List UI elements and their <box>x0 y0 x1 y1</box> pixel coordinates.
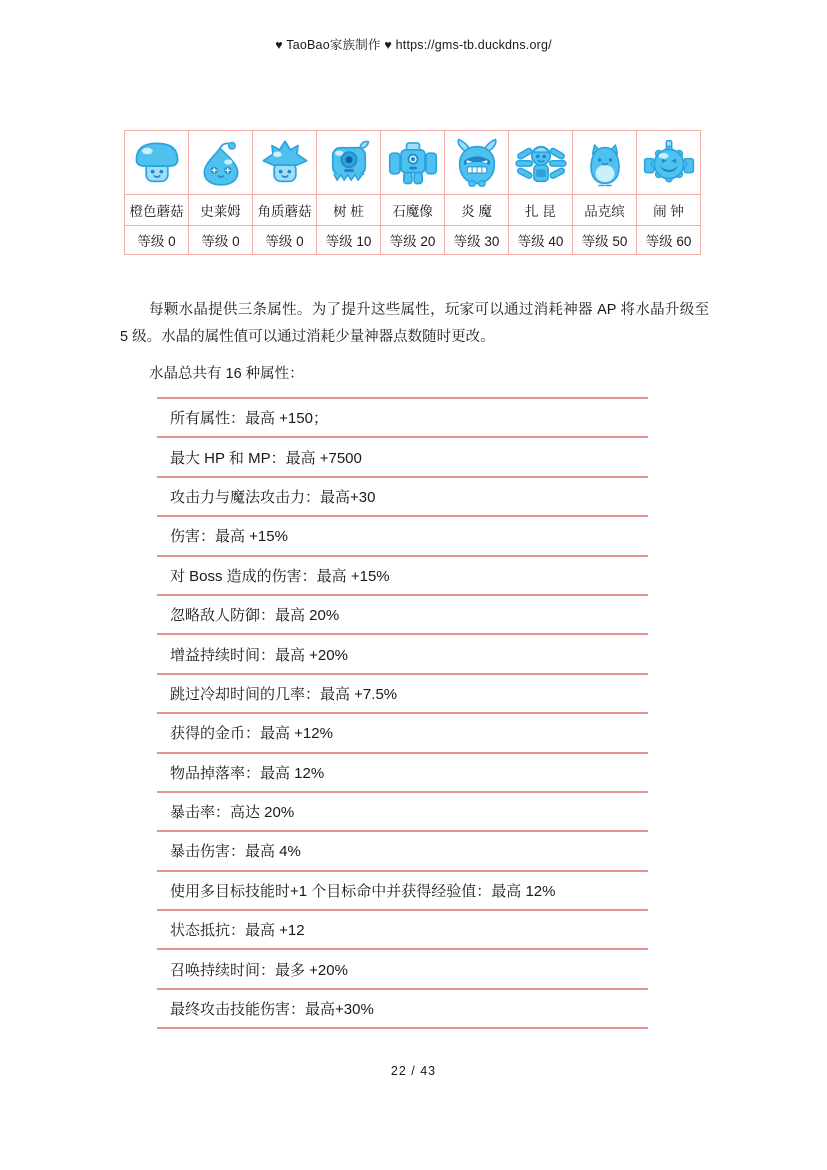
attribute-text: 召唤持续时间：最多 +20% <box>170 961 348 979</box>
monster-name: 炎 魔 <box>445 195 509 226</box>
attribute-row <box>157 436 648 475</box>
monster-name: 品克缤 <box>573 195 637 226</box>
attribute-text: 忽略敌人防御：最高 20% <box>170 607 340 625</box>
monster-name: 扎 昆 <box>509 195 573 226</box>
monster-level: 等级 30 <box>445 226 509 255</box>
monster-table <box>124 130 701 255</box>
monster-name: 角质蘑菇 <box>253 195 317 226</box>
monster-level: 等级 60 <box>637 226 701 255</box>
monster-icon-cell <box>445 131 509 195</box>
list-intro-paragraph: 水晶总共有 16 种属性： <box>149 366 304 382</box>
monster-level: 等级 10 <box>317 226 381 255</box>
alarm-clock-icon <box>642 138 696 190</box>
intro-paragraph: 每颗水晶提供三条属性。为了提升这些属性，玩家可以通过消耗神器 AP 将水晶升级至 5 级。水晶的属性值可以通过消耗少量神器点数随时更改。 <box>120 302 709 345</box>
monster-icon-cell <box>317 131 381 195</box>
attribute-row <box>157 752 648 791</box>
monster-level: 等级 40 <box>509 226 573 255</box>
monster-icon-cell <box>637 131 701 195</box>
attribute-row <box>157 515 648 554</box>
stone-golem-icon <box>386 138 440 190</box>
attribute-row <box>157 397 648 436</box>
balrog-icon <box>451 138 503 190</box>
monster-icon-cell <box>125 131 189 195</box>
pink-bean-icon <box>581 139 629 189</box>
monster-icon-cell <box>509 131 573 195</box>
attribute-row <box>157 712 648 751</box>
monster-icon-cell <box>381 131 445 195</box>
attribute-text: 使用多目标技能时+1 个目标命中并获得经验值：最高 12% <box>170 882 556 900</box>
attribute-text: 对 Boss 造成的伤害：最高 +15% <box>170 567 390 585</box>
monster-level: 等级 0 <box>253 226 317 255</box>
attribute-row <box>157 988 648 1027</box>
monster-name: 石魔像 <box>381 195 445 226</box>
monster-level: 等级 0 <box>189 226 253 255</box>
monster-level: 等级 0 <box>125 226 189 255</box>
attribute-text: 增益持续时间：最高 +20% <box>170 646 348 664</box>
orange-mushroom-icon <box>131 138 183 190</box>
attribute-row <box>157 673 648 712</box>
monster-level: 等级 20 <box>381 226 445 255</box>
page-header: ♥ TaoBao家族制作 ♥ https://gms-tb.duckdns.org/ <box>275 38 552 52</box>
attribute-row <box>157 633 648 672</box>
horny-mushroom-icon <box>259 138 311 190</box>
monster-icon-cell <box>189 131 253 195</box>
attribute-text: 跳过冷却时间的几率：最高 +7.5% <box>170 685 398 703</box>
monster-name: 史莱姆 <box>189 195 253 226</box>
attribute-row <box>157 555 648 594</box>
attribute-text: 所有属性：最高 +150； <box>170 410 328 428</box>
zakum-icon <box>514 138 568 190</box>
page-number: 22 / 43 <box>390 1064 437 1078</box>
monster-level-row <box>125 226 701 255</box>
attribute-row <box>157 594 648 633</box>
attribute-text: 暴击率：高达 20% <box>170 804 295 822</box>
slime-icon <box>196 139 246 189</box>
attribute-text: 暴击伤害：最高 4% <box>170 843 301 861</box>
attribute-row <box>157 830 648 869</box>
monster-name: 闹 钟 <box>637 195 701 226</box>
attribute-row <box>157 870 648 909</box>
attribute-text: 最终攻击技能伤害：最高+30% <box>170 1001 374 1019</box>
monster-icon-cell <box>253 131 317 195</box>
attribute-text: 最大 HP 和 MP：最高 +7500 <box>170 449 362 467</box>
attribute-text: 状态抵抗：最高 +12 <box>170 922 305 940</box>
monster-name: 橙色蘑菇 <box>125 195 189 226</box>
attribute-list <box>157 397 648 1029</box>
attribute-row <box>157 909 648 948</box>
attribute-text: 攻击力与魔法攻击力：最高+30 <box>170 488 376 506</box>
monster-level: 等级 50 <box>573 226 637 255</box>
stump-icon <box>323 138 375 190</box>
attribute-text: 物品掉落率：最高 12% <box>170 764 325 782</box>
attribute-row <box>157 476 648 515</box>
attribute-row <box>157 791 648 830</box>
attribute-text: 伤害：最高 +15% <box>170 528 288 546</box>
monster-name: 树 桩 <box>317 195 381 226</box>
monster-icon-cell <box>573 131 637 195</box>
monster-name-row <box>125 195 701 226</box>
attribute-text: 获得的金币：最高 +12% <box>170 725 333 743</box>
attribute-row <box>157 948 648 987</box>
monster-icon-row <box>125 131 701 195</box>
